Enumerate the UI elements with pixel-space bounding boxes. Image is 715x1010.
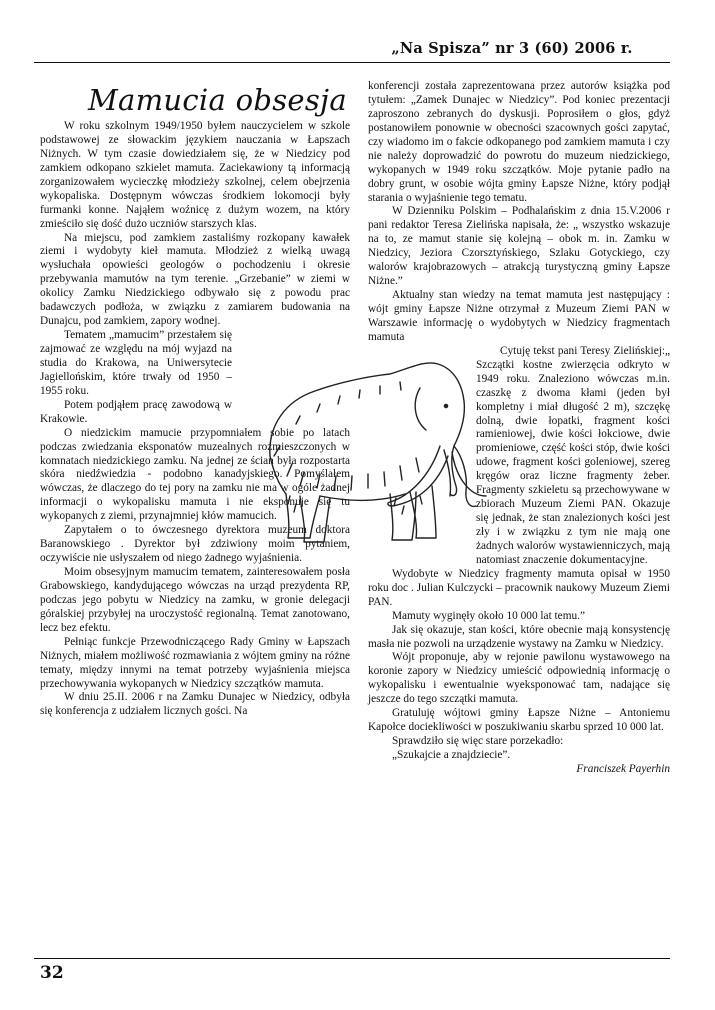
paragraph: Potem podjąłem pracę zawodową w Krakowie. (40, 398, 232, 425)
running-header: „Na Spisza” nr 3 (60) 2006 r. (391, 40, 633, 57)
article-title: Mamucia obsesja (88, 83, 347, 117)
header-rule (34, 62, 670, 63)
paragraph: W roku szkolnym 1949/1950 byłem nauczycielem w szkole podstawowej ze słowackim językiem nauczania w Łapszach Niżnych. W tym czasie dowiedziałem się, że w Niedzicy pod zamkiem odkopano szkielet mamuta. Zaciekawiony tą informacją zorganizowałem wycieczkę młodzieży szkolnej, celem obejrzenia wykopaliska. Dostępnym wówczas środkiem lokomocji były furmanki konne. Nająłem woźnicę z dużym wozem, na który zmieściło się dość dużo uczniów starszych klas. (40, 120, 350, 230)
paragraph: W dniu 25.II. 2006 r na Zamku Dunajec w Niedzicy, odbyła się konferencja z udziałem licznych gości. Na (40, 691, 350, 718)
signature: Franciszek Payerhin (576, 762, 670, 775)
mammoth-illustration (240, 346, 490, 550)
paragraph: Mamuty wyginęły około 10 000 lat temu.” (392, 609, 585, 622)
paragraph: Wydobyte w Niedzicy fragmenty mamuta opisał w 1950 roku doc . Julian Kulczycki – pracownik naukowy Muzeum Ziemi PAN. (368, 567, 670, 608)
paragraph: Cytuję tekst pani Teresy Zielińskiej:„ Szczątki kostne zwierzęcia odkryto w 1949 roku. Znaleziono wówczas m.in. czaszkę z dwoma kłami (jeden był kompletny i miał długość 2 m), szczękę dolną, dwie łopatki, fragment kości ramieniowej, dwie kości łokciowe, dwie promieniowe, część kości stóp, dwie kości udowe, fragment kości goleniowej, szereg kręgów oraz liczne fragmenty żeber. Fragmenty szkieletu są przechowywane w zbiorach Muzeum Ziemi PAN. Okazuje się jednak, że stan znalezionych kości jest zły i w związku z tym nie mają one żadnych walorów wystawienniczych, mają natomiast znaczenie dokumentacyjne. (476, 344, 670, 566)
paragraph: Sprawdziło się więc stare porzekadło: (392, 735, 564, 748)
paragraph: konferencji została zaprezentowana przez autorów książka pod tytułem: „Zamek Dunajec w Niedzicy”. Pod koniec prezentacji zaproszono zebranych do dyskusji. Poprosiłem o głos, gdyż postanowiłem ponownie w obecności szacownych gości zapytać, czy wiadomo im o fakcie odkopanego pod zamkiem mamuta i czy nie należy doprowadzić do powrotu do muzeum niedzickiego, wykopanych w 1949 roku szczątków. Moje pytanie padło na dobry grunt, w osobie wójta gminy Łapsze Niżne, który podjął starania o wyjaśnienie tego tematu. (368, 80, 670, 204)
paragraph: Pełniąc funkcje Przewodniczącego Rady Gminy w Łapszach Niżnych, miałem możliwość rozmawiania z wójtem gminy na różne tematy, między innymi na temat potrzeby wyjaśnienia miejsca przechowywania wykopanych w Niedzicy szczątków mamuta. (40, 635, 350, 690)
paragraph: O niedzickim mamucie przypomniałem sobie po latach podczas zwiedzania eksponatów muzealnych rozmieszczonych w komnatach niedzickiego zamku. Na jednej ze ścian była rozpostarta skóra niedźwiedzia - podobno kanadyjskiego. Pomyślałem wówczas, że dlaczego do tej pory na zamku nie ma w ogóle żadnej informacji o wykopalisku mamuta i nie eksponuje się tu wykopanych z ziemi, przynajmniej kłów mamucich. (40, 426, 350, 523)
paragraph: „Szukajcie a znajdziecie”. (392, 749, 511, 761)
paragraph: Zapytałem o to ówczesnego dyrektora muzeum doktora Baranowskiego . Dyrektor był zdziwiony moim pytaniem, oczywiście nie usłyszałem od niego żadnego wyjaśnienia. (40, 524, 350, 565)
paragraph: Aktualny stan wiedzy na temat mamuta jest następujący : wójt gminy Łapsze Niżne otrzymał z Muzeum Ziemi PAN w Warszawie informację o wydobytych w Niedzicy fragmentach mamuta (368, 289, 670, 343)
paragraph: Tematem „mamucim” przestałem się zajmować ze względu na mój wyjazd na studia do Krakowa, na Uniwersytecie Jagiellońskim, które trwały od 1950 – 1955 roku. (40, 329, 232, 397)
footer-rule (34, 958, 670, 959)
paragraph: W Dzienniku Polskim – Podhalańskim z dnia 15.V.2006 r pani redaktor Teresa Zielińska napisała, że: „ wszystko wskazuje na to, ze mamut stanie się kolejną – obok m. in. Zamku w Niedzicy, Jeziora Czorsztyńskiego, Szlaku Gotyckiego, czy walorów krajobrazowych – atrakcją turystyczną gminy Łapsze Niżne.” (368, 205, 670, 288)
page-number: 32 (40, 963, 64, 983)
paragraph: Na miejscu, pod zamkiem zastaliśmy rozkopany kawałek ziemi i wydobyty kieł mamuta. Młodzież z wielką uwagą wysłuchała opowieści geologów o pochodzeniu i okresie przebywania mamutów na tym terenie. „Grzebanie” w ziemi w okolicy Zamku Niedzickiego odbywało się z powodu prac badawczych podłoża, w związku z zamiarem budowania na Dunajcu, pod zamkiem, zapory wodnej. (40, 231, 350, 328)
paragraph: Gratuluję wójtowi gminy Łapsze Niżne – Antoniemu Kapołce dociekliwości w poszukiwaniu skarbu sprzed 10 000 lat. (368, 707, 670, 734)
paragraph: Moim obsesyjnym mamucim tematem, zainteresowałem posła Grabowskiego, kandydującego wówczas na urząd prezydenta RP, podczas jego pobytu w Niedzicy na zamku, w gronie delegacji góralskiej przybyłej na uroczystość regionalną. Temat zanotowano, lecz bez efektu. (40, 566, 350, 634)
paragraph: Jak się okazuje, stan kości, które obecnie mają konsystencję masła nie pozwoli na urządzenie wystawy na Zamku w Niedzicy. (368, 623, 670, 650)
paragraph: Wójt proponuje, aby w rejonie pawilonu wystawowego na koronie zapory w Niedzicy umieścić odpowiednią informację o wykopalisku i ewentualnie wyeksponować tam, nadające się jeszcze do tego szczątki mamuta. (368, 651, 670, 706)
